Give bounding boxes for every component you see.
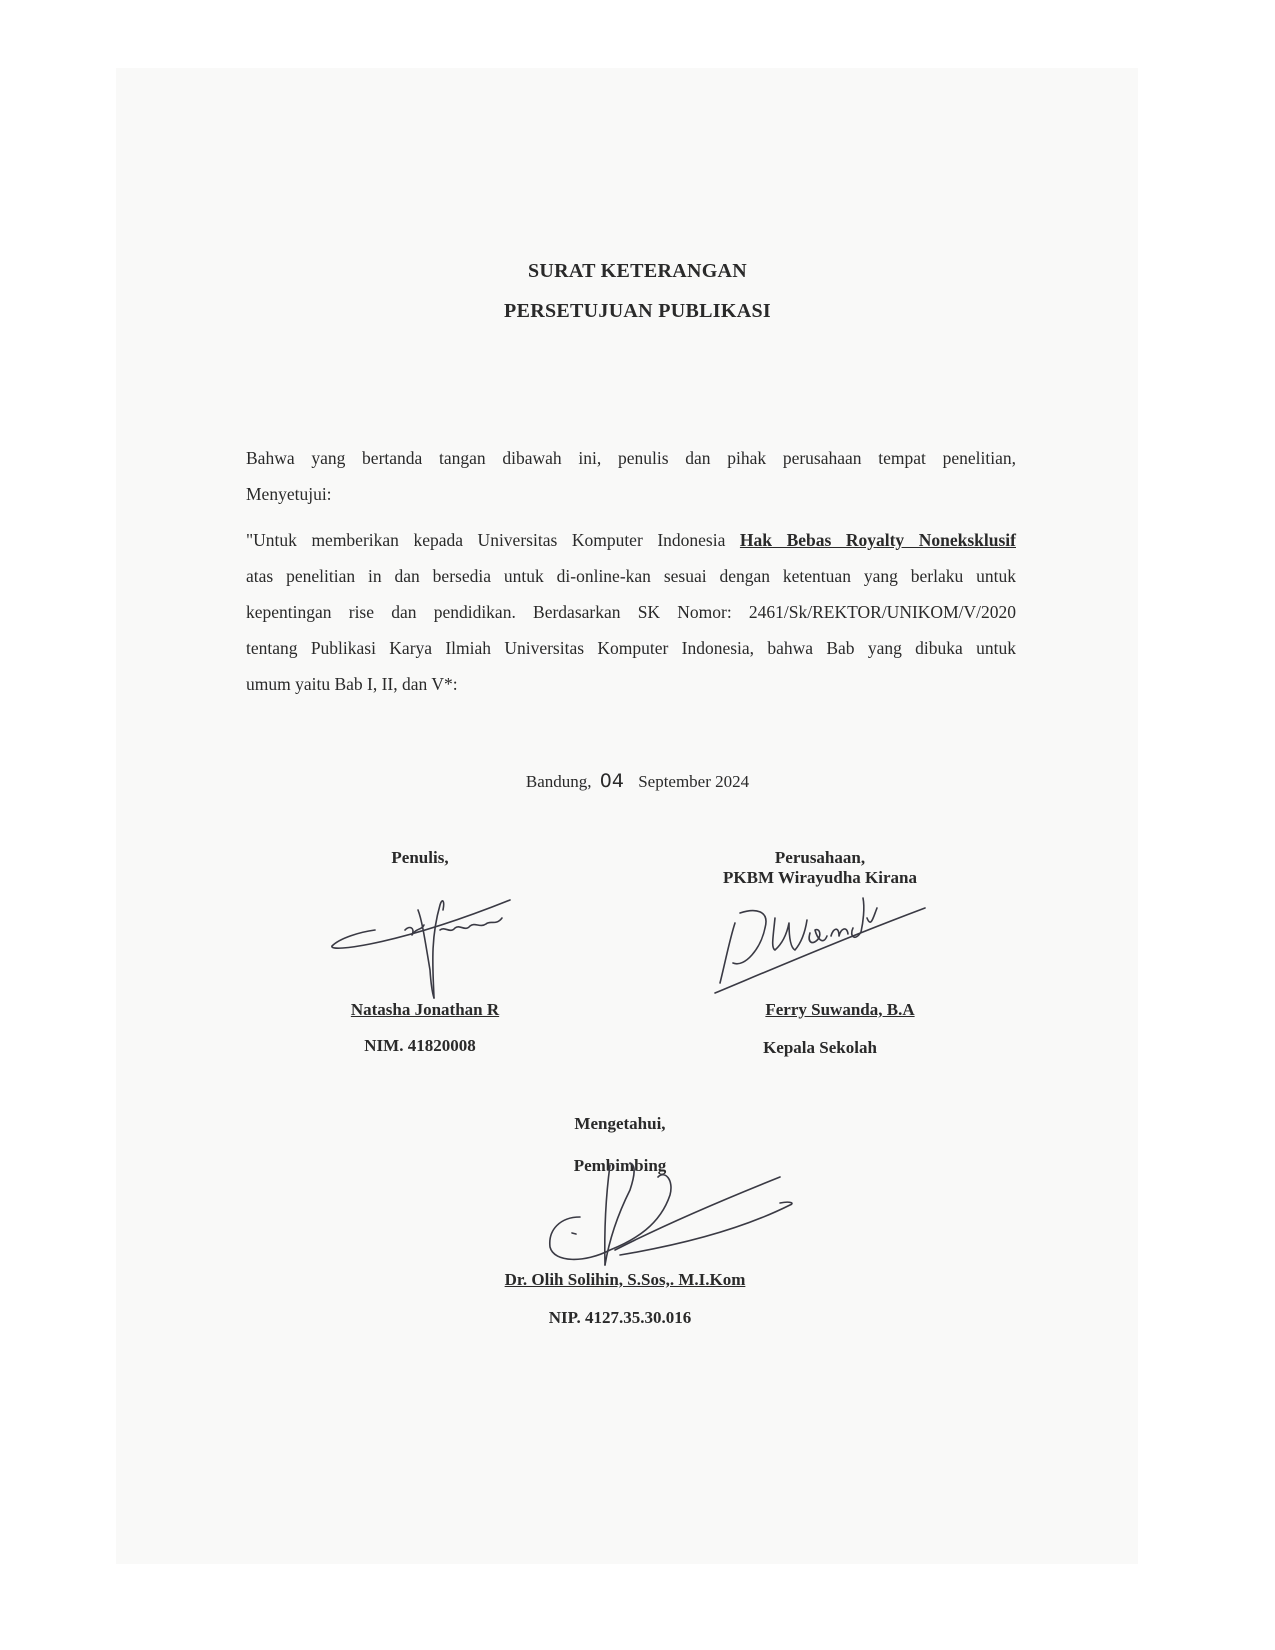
intro-line: Bahwa yang bertanda tangan dibawah ini, penulis dan pihak perusahaan tempat penelitian, xyxy=(246,448,1016,468)
date-month-year: September 2024 xyxy=(638,772,750,791)
company-signature xyxy=(715,888,935,1008)
body-line: kepentingan rise dan pendidikan. Berdasarkan SK Nomor: 2461/Sk/REKTOR/UNIKOM/V/2020 xyxy=(246,602,1016,622)
body-text: "Untuk memberikan kepada Universitas Komputer Indonesia xyxy=(246,530,740,550)
intro-line: Menyetujui: xyxy=(246,484,332,504)
company-signer-name: Ferry Suwanda, B.A xyxy=(765,1000,915,1019)
company-org: PKBM Wirayudha Kirana xyxy=(723,868,917,887)
supervisor-id: NIP. 4127.35.30.016 xyxy=(548,1308,692,1327)
body-paragraph xyxy=(246,522,1016,702)
document-subtitle: PERSETUJUAN PUBLIKASI xyxy=(504,300,771,322)
writer-role: Penulis, xyxy=(391,848,449,867)
acknowledge-label: Mengetahui, xyxy=(574,1114,666,1133)
date-day: 04 xyxy=(599,770,624,792)
date-city: Bandung, xyxy=(525,772,592,791)
writer-name: Natasha Jonathan R xyxy=(350,1000,500,1019)
supervisor-signature xyxy=(540,1155,800,1275)
body-line: atas penelitian in dan bersedia untuk di-online-kan sesuai dengan ketentuan yang berlaku untuk xyxy=(246,566,1016,586)
body-line xyxy=(246,522,1016,558)
body-line: tentang Publikasi Karya Ilmiah Universitas Komputer Indonesia, bahwa Bab yang dibuka untuk xyxy=(246,638,1016,658)
writer-signature xyxy=(330,890,530,1000)
document-sheet xyxy=(116,68,1138,1564)
document-title: SURAT KETERANGAN xyxy=(527,260,748,282)
supervisor-role: Pembimbing xyxy=(573,1156,667,1175)
license-term: Hak Bebas Royalty Noneksklusif xyxy=(739,530,1016,550)
place-date xyxy=(0,770,1275,792)
supervisor-name: Dr. Olih Solihin, S.Sos,. M.I.Kom xyxy=(504,1270,746,1289)
body-line: umum yaitu Bab I, II, dan V*: xyxy=(246,674,458,694)
company-signer-position: Kepala Sekolah xyxy=(763,1038,877,1057)
intro-paragraph xyxy=(246,440,1016,512)
company-role: Perusahaan, xyxy=(774,848,866,867)
writer-id: NIM. 41820008 xyxy=(364,1036,476,1055)
